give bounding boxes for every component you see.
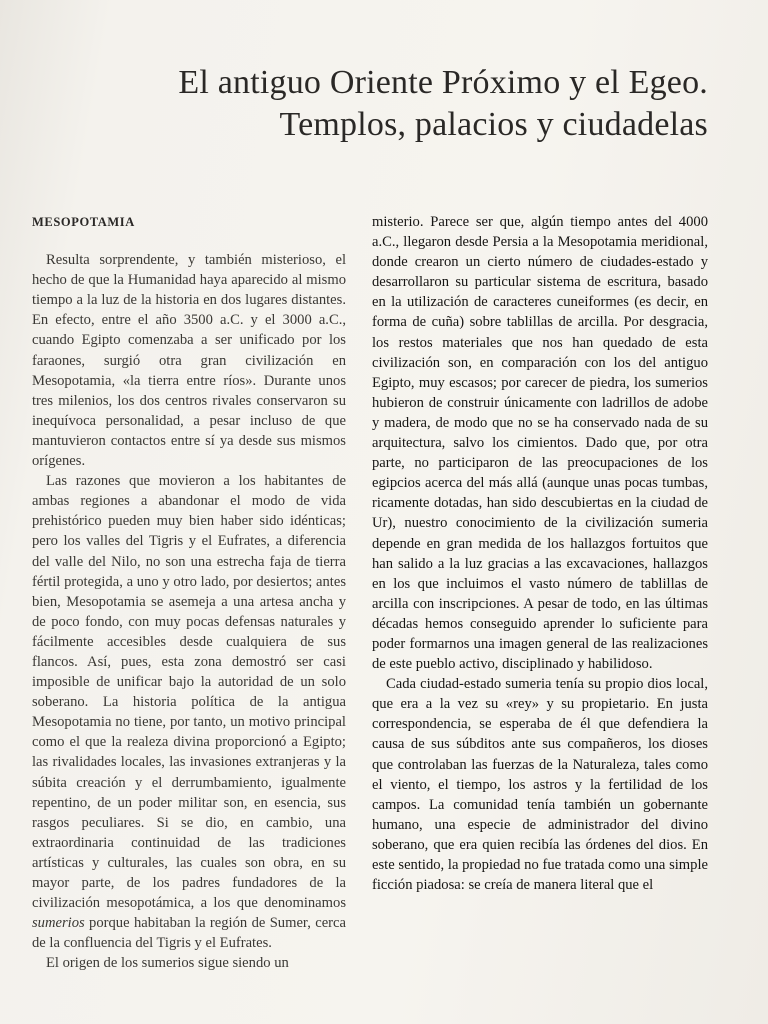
paragraph-1-text: Resulta sorprendente, y también misterioso, el hecho de que la Humanidad haya aparecido al mismo tiempo a la luz de la historia en dos lugares distantes. En efecto, entre el año 3500 a.C. y el 3000 a.C., cuando Egipto comenzaba a ser unificado por los faraones, surgió otra gran civilización en Mesopotamia, «la tierra entre ríos». Durante unos tres milenios, los dos centros rivales conservaron su inequívoca personalidad, a pesar incluso de que mantuvieron contactos entre sí ya desde sus mismos orígenes.	[32, 252, 346, 470]
chapter-title	[178, 62, 708, 146]
chapter-title-line-2: Templos, palacios y ciudadelas	[279, 106, 708, 143]
paragraph-1	[32, 250, 346, 471]
paragraph-2	[32, 471, 346, 953]
left-column	[32, 212, 346, 973]
paragraph-5-text: Cada ciudad-estado sumeria tenía su propio dios local, que era a la vez su «rey» y su propietario. En justa correspondencia, se esperaba de él que defendiera la causa de sus súbditos ante sus compañeros, los dioses que controlaban las fuerzas de la Naturaleza, tales como el viento, el tiempo, los astros y la fertilidad de los campos. La comunidad tenía también un gobernante humano, una especie de administrador del divino soberano, que era quien recibía las órdenes del dios. En este sentido, la propiedad no fue tratada como una simple ficción piadosa: se creía de manera literal que el	[372, 676, 708, 894]
paragraph-2-emphasis: sumerios	[32, 915, 85, 932]
paragraph-4-text: misterio. Parece ser que, algún tiempo antes del 4000 a.C., llegaron desde Persia a la Mesopotamia meridional, donde crearon un cierto número de ciudades-estado y desarrollaron su particular sistema de escritura, basado en la utilización de caracteres cuneiformes (es decir, en forma de cuña) sobre tablillas de arcilla. Por desgracia, los restos materiales que nos han quedado de esta civilización son, en comparación con los del antiguo Egipto, muy escasos; por carecer de piedra, los sumerios hubieron de construir únicamente con ladrillos de adobe y madera, de modo que no se ha conservado nada de su arquitectura, salvo los cimientos. Dado que, por otra parte, no participaron de las preocupaciones de los egipcios acerca del más allá (aunque unas pocas tumbas, ricamente dotadas, han sido descubiertas en la ciudad de Ur), nuestro conocimiento de la civilización sumeria depende en gran medida de los hallazgos fortuitos que han salido a la luz gracias a las excavaciones, hallazgos en los que incluimos el vasto número de tablillas de arcilla con inscripciones. A pesar de todo, en las últimas décadas hemos conseguido aprender lo suficiente para poder formarnos una imagen general de las realizaciones de este pueblo activo, disciplinado y habilidoso.	[372, 214, 708, 673]
chapter-title-line-1: El antiguo Oriente Próximo y el Egeo.	[178, 64, 708, 101]
paragraph-3-text: El origen de los sumerios sigue siendo un	[46, 955, 289, 972]
paragraph-4	[372, 212, 708, 674]
paragraph-2-text-a: Las razones que movieron a los habitantes de ambas regiones a abandonar el modo de vida prehistórico pueden muy bien haber sido idénticas; pero los valles del Tigris y el Eufrates, a diferencia del valle del Nilo, no son una estrecha faja de tierra fértil protegida, a uno y otro lado, por desiertos; antes bien, Mesopotamia se asemeja a una artesa ancha y de poco fondo, con muy pocas defensas naturales y fácilmente accesibles desde cualquiera de sus flancos. Así, pues, esta zona demostró ser casi imposible de unificar bajo la autoridad de un solo soberano. La historia política de la antigua Mesopotamia no tiene, por tanto, un motivo principal como el que la realeza divina proporcionó a Egipto; las rivalidades locales, las invasiones extranjeras y la súbita creación y el derrumbamiento, igualmente repentino, de un poder militar son, en esencia, sus rasgos peculiares. Si se dio, en cambio, una extraordinaria continuidad de las tradiciones artísticas y culturales, las cuales son obra, en su mayor parte, de los padres fundadores de la civilización mesopotámica, a los que denominamos	[32, 473, 346, 912]
right-column	[372, 212, 708, 895]
paragraph-2-text-b: porque habitaban la región de Sumer, cerca de la confluencia del Tigris y el Eufrates.	[32, 915, 346, 952]
paragraph-3	[32, 953, 346, 973]
paragraph-5	[372, 674, 708, 895]
section-heading: MESOPOTAMIA	[32, 215, 135, 229]
